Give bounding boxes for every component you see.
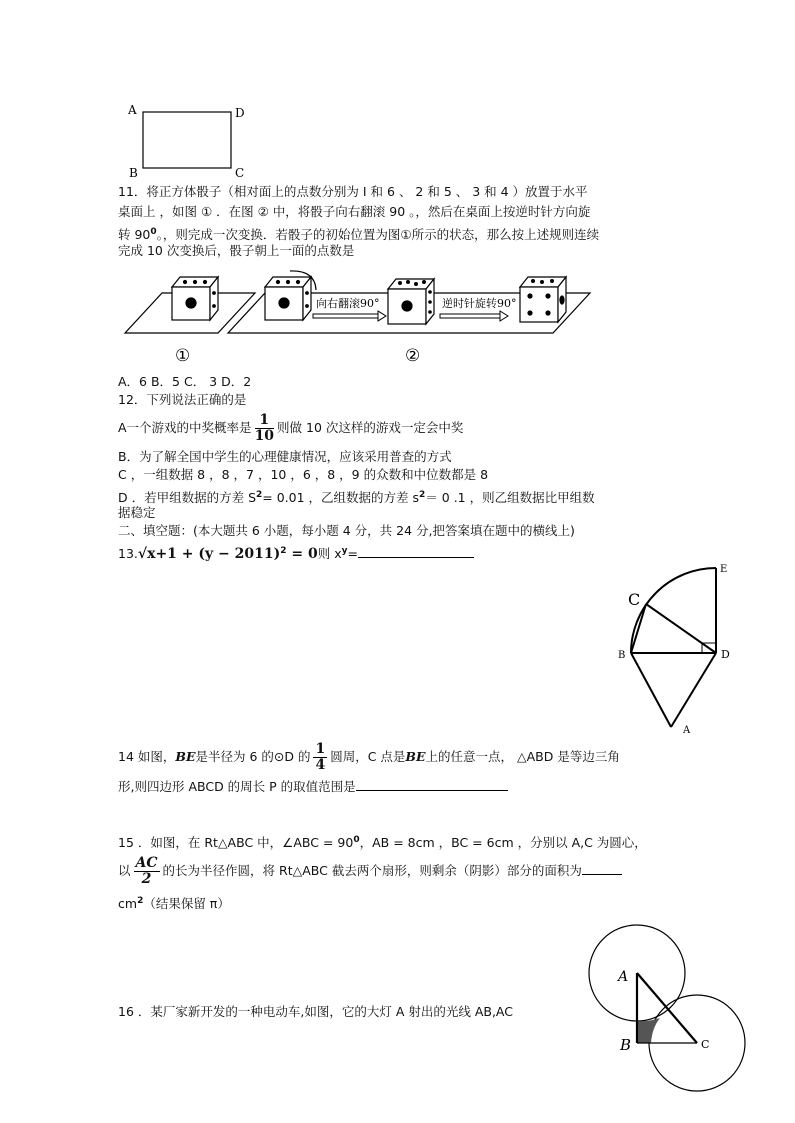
label-d: D bbox=[235, 106, 245, 120]
sup: 2 bbox=[137, 896, 144, 906]
q13-expression: √x+1 + (y − 2011) bbox=[137, 546, 281, 563]
shaded-region bbox=[637, 1018, 660, 1043]
q13-end: = bbox=[347, 546, 358, 562]
figure-label-2: ② bbox=[405, 346, 421, 366]
answer-blank[interactable] bbox=[358, 545, 474, 558]
triangle-circles-figure bbox=[580, 920, 765, 1120]
denominator: 2 bbox=[141, 871, 152, 887]
q14-mid3: 上的任意一点， △ABD 是等边三角 bbox=[425, 749, 620, 764]
q12-stem: 12．下列说法正确的是 bbox=[118, 392, 247, 407]
q15-pre2: 以 bbox=[118, 863, 131, 878]
sup: 0 bbox=[353, 835, 360, 845]
q13-eq: = 0 bbox=[286, 546, 318, 563]
denominator: 10 bbox=[254, 428, 275, 444]
q11-line3b: 。，则完成一次变换．若骰子的初始位置为图①所示的状态，那么按上述规则连续 bbox=[156, 227, 600, 243]
q14-mid2: 圆周，C 点是 bbox=[330, 749, 406, 764]
q15-line1b: ，AB = 8cm ，BC = 6cm ，分别以 A,C 为圆心， bbox=[359, 835, 647, 851]
die-icon-4 bbox=[520, 277, 566, 322]
label-a: A bbox=[683, 725, 691, 736]
dice-figure bbox=[120, 265, 595, 370]
die-icon-2 bbox=[265, 271, 316, 320]
rectangle-figure bbox=[120, 100, 250, 182]
q14-mid1: 是半径为 6 的⊙D 的 bbox=[195, 749, 311, 764]
q11-options: A．6 B．5 C． 3 D．2 bbox=[118, 374, 252, 389]
label-b: B bbox=[618, 650, 626, 661]
fraction-ac-2 bbox=[134, 856, 160, 887]
numerator: 1 bbox=[315, 741, 326, 757]
fraction-1-4 bbox=[313, 742, 327, 773]
arrow-right-icon-2 bbox=[440, 311, 508, 321]
q15-line1 bbox=[118, 832, 647, 851]
denominator: 4 bbox=[315, 757, 326, 773]
arrow2-label: 逆时针旋转90° bbox=[442, 297, 517, 310]
sup: 2 bbox=[419, 490, 426, 500]
q16-text: 16 ．某厂家新开发的一种电动车,如图，它的大灯 A 射出的光线 AB,AC bbox=[118, 1004, 513, 1019]
figure-label-1: ① bbox=[175, 346, 191, 366]
q12-d-post: ＝ 0 .1 ，则乙组数据比甲组数 bbox=[425, 490, 595, 506]
q12-option-d-cont: 据稳定 bbox=[118, 505, 156, 520]
quarter-circle-figure bbox=[590, 550, 755, 740]
q11-line3 bbox=[118, 224, 599, 243]
answer-blank[interactable] bbox=[356, 778, 508, 791]
fraction-1-10 bbox=[255, 413, 274, 444]
sup: 2 bbox=[280, 546, 287, 556]
q11-line1: 11．将正方体骰子（相对面上的点数分别为 I 和 6 、 2 和 5 、 3 和 4 ）放置于水平 bbox=[118, 184, 588, 199]
arrow-right-icon-1 bbox=[313, 311, 386, 321]
label-a: A bbox=[618, 969, 629, 985]
q11-line3a: 转 90 bbox=[118, 227, 151, 243]
q12-d-mid: = 0.01 ，乙组数据的方差 s bbox=[262, 490, 420, 506]
section-2-heading: 二、填空题：(本大题共 6 小题，每小题 4 分，共 24 分,把答案填在题中的横线上) bbox=[118, 523, 575, 538]
arc-be: BE bbox=[175, 749, 196, 764]
q15-line3 bbox=[118, 893, 230, 912]
q15-line2 bbox=[118, 853, 622, 889]
q12-option-d bbox=[118, 487, 595, 506]
q15-post2: 的长为半径作圆，将 Rt△ABC 截去两个扇形，则剩余（阴影）部分的面积为 bbox=[162, 863, 582, 878]
q13-post: 则 x bbox=[317, 546, 342, 562]
label-a: A bbox=[128, 103, 137, 117]
label-b: B bbox=[620, 1036, 632, 1054]
q14-pre: 14 如图， bbox=[118, 749, 176, 764]
sup: 2 bbox=[256, 490, 263, 500]
q15-line1a: 15 ．如图，在 Rt△ABC 中，∠ABC = 90 bbox=[118, 835, 354, 851]
q12-option-a bbox=[118, 411, 463, 445]
label-c: C bbox=[701, 1038, 710, 1051]
label-d: D bbox=[721, 648, 730, 661]
die-icon-1 bbox=[172, 277, 218, 320]
q11-degree-sup: 0 bbox=[150, 227, 157, 237]
label-e: E bbox=[720, 564, 728, 575]
q12-option-c: C ，一组数据 8 ，8 ，7 ，10 ，6 ，8 ，9 的众数和中位数都是 8 bbox=[118, 467, 489, 482]
q12-a-pre: A一个游戏的中奖概率是 bbox=[118, 420, 252, 435]
label-c: C bbox=[235, 166, 245, 180]
q15-line3-text: （结果保留 π） bbox=[143, 896, 230, 912]
q12-a-post: 则做 10 次这样的游戏一定会中奖 bbox=[277, 420, 464, 435]
die-icon-3 bbox=[388, 279, 434, 324]
q14-line2-text: 形,则四边形 ABCD 的周长 P 的取值范围是 bbox=[118, 779, 356, 794]
q12-d-pre: D ．若甲组数据的方差 S bbox=[118, 490, 257, 506]
label-b: B bbox=[129, 166, 138, 180]
q14-line1 bbox=[118, 740, 620, 774]
arc-be: BE bbox=[405, 749, 426, 764]
q12-option-b: B．为了解全国中学生的心理健康情况，应该采用普查的方式 bbox=[118, 449, 452, 464]
numerator: AC bbox=[135, 855, 158, 871]
numerator: 1 bbox=[255, 413, 274, 429]
q11-line4: 完成 10 次变换后，骰子朝上一面的点数是 bbox=[118, 243, 355, 258]
q13 bbox=[118, 543, 474, 562]
sup: y bbox=[341, 546, 348, 556]
answer-blank[interactable] bbox=[582, 862, 622, 875]
q11-line2: 桌面上 ，如图 ① ．在图 ② 中，将骰子向右翻滚 90 。，然后在桌面上按逆时针方向旋 bbox=[118, 204, 591, 219]
q13-num: 13. bbox=[118, 546, 138, 562]
label-c: C bbox=[628, 590, 641, 609]
arrow1-label: 向右翻滚90° bbox=[316, 297, 380, 310]
q14-line2 bbox=[118, 778, 508, 795]
unit: cm bbox=[118, 896, 138, 912]
